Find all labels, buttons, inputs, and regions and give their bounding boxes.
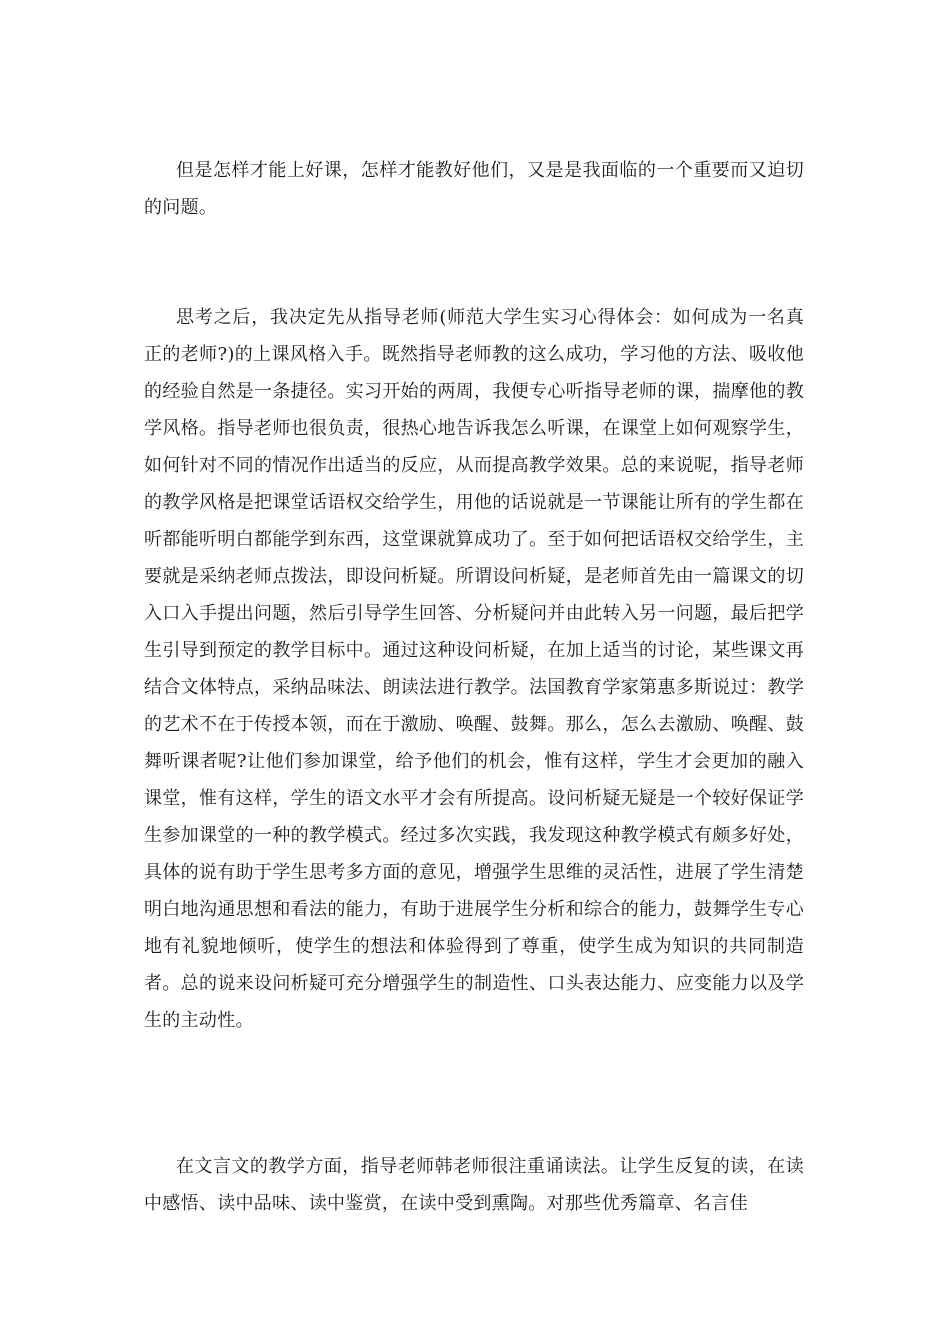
paragraph-3: 在文言文的教学方面，指导老师韩老师很注重诵读法。让学生反复的读，在读中感悟、读中品味、读中鉴赏，在读中受到熏陶。对那些优秀篇章、名言佳 [144,1156,804,1214]
paragraph-1: 但是怎样才能上好课，怎样才能教好他们，又是是我面临的一个重要而又迫切的问题。 [144,160,804,218]
paragraph-2: 思考之后，我决定先从指导老师(师范大学生实习心得体会：如何成为一名真正的老师?)的上课风格入手。既然指导老师教的这么成功，学习他的方法、吸收他的经验自然是一条捷径。实习开始的两周，我便专心听指导老师的课，揣摩他的教学风格。指导老师也很负责，很热心地告诉我怎么听课，在课堂上如何观察学生，如何针对不同的情况作出适当的反应，从而提高教学效果。总的来说呢，指导老师的教学风格是把课堂话语权交给学生，用他的话说就是一节课能让所有的学生都在听都能听明白都能学到东西，这堂课就算成功了。至于如何把话语权交给学生，主要就是采纳老师点拨法，即设问析疑。所谓设问析疑，是老师首先由一篇课文的切入口入手提出问题，然后引导学生回答、分析疑问并由此转入另一问题，最后把学生引导到预定的教学目标中。通过这种设问析疑，在加上适当的讨论，某些课文再结合文体特点，采纳品味法、朗读法进行教学。法国教育学家第惠多斯说过：教学的艺术不在于传授本领，而在于激励、唤醒、鼓舞。那么，怎么去激励、唤醒、鼓舞听课者呢?让他们参加课堂，给予他们的机会，惟有这样，学生才会更加的融入课堂，惟有这样，学生的语文水平才会有所提高。设问析疑无疑是一个较好保证学生参加课堂的一种的教学模式。经过多次实践，我发现这种教学模式有颇多好处，具体的说有助于学生思考多方面的意见，增强学生思维的灵活性，进展了学生清楚明白地沟通思想和看法的能力，有助于进展学生分析和综合的能力，鼓舞学生专心地有礼貌地倾听，使学生的想法和体验得到了尊重，使学生成为知识的共同制造者。总的说来设问析疑可充分增强学生的制造性、口头表达能力、应变能力以及学生的主动性。 [144,307,804,1031]
